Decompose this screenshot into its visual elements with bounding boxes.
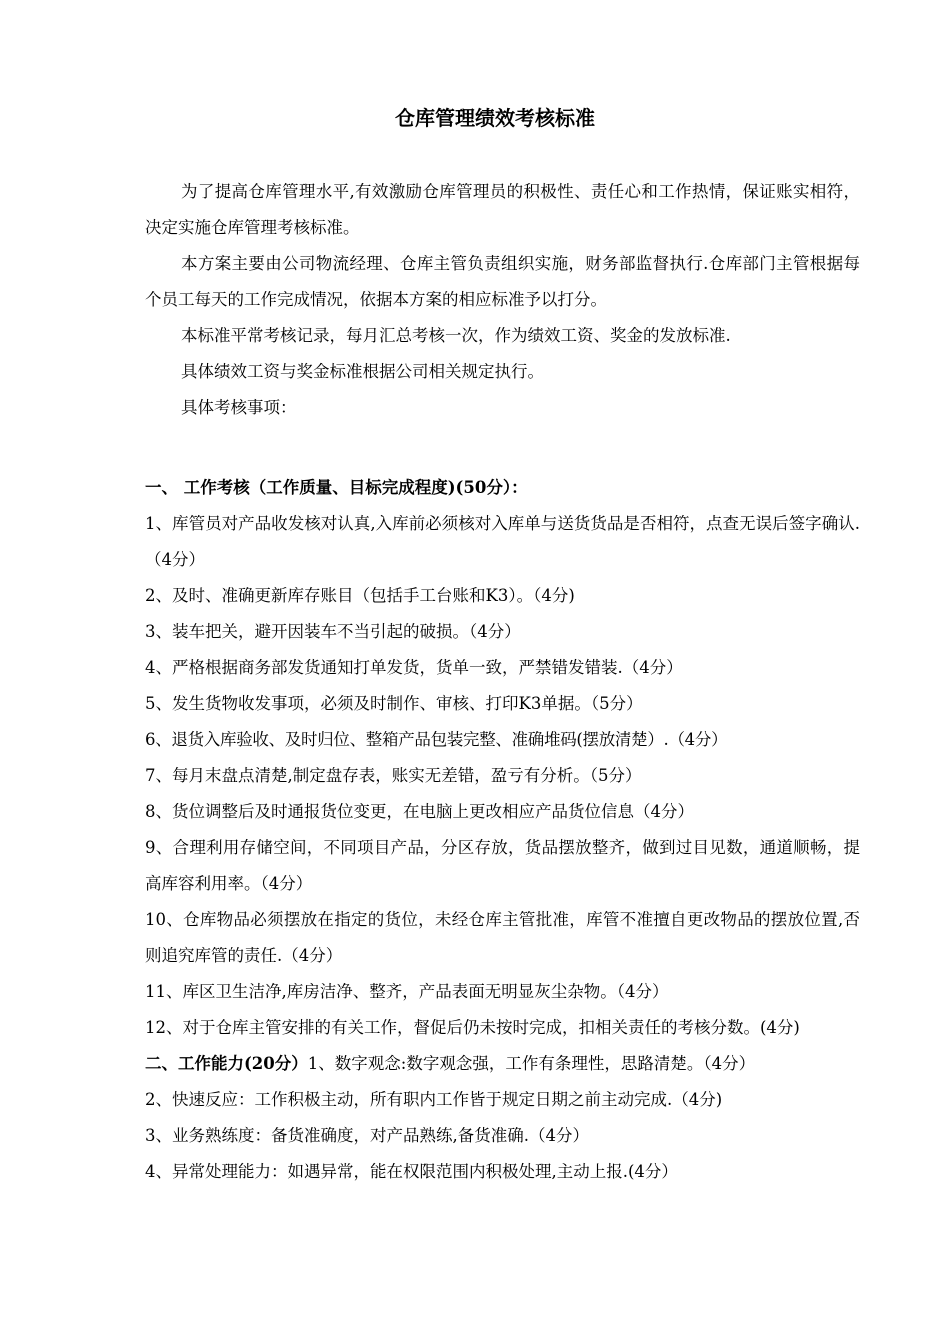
list-item: 9、合理利用存储空间，不同项目产品，分区存放，货品摆放整齐，做到过目见数，通道顺畅，提高库容利用率。（4分）: [145, 838, 860, 893]
intro-paragraph: 本方案主要由公司物流经理、仓库主管负责组织实施，财务部监督执行.仓库部门主管根据每个员工每天的工作完成情况，依据本方案的相应标准予以打分。: [145, 254, 860, 309]
intro-paragraph: 具体考核事项：: [181, 398, 297, 417]
list-item: 2、及时、准确更新库存账目（包括手工台账和K3）。（4分): [145, 586, 575, 605]
section-gap: [145, 426, 860, 470]
section-heading-work-assessment: 一、 工作考核（工作质量、目标完成程度)(50分）：: [145, 478, 528, 497]
list-item: 2、快速反应：工作积极主动，所有职内工作皆于规定日期之前主动完成.（4分): [145, 1090, 723, 1109]
list-item: 7、每月末盘点清楚,制定盘存表，账实无差错，盈亏有分析。（5分）: [145, 766, 642, 785]
list-item: 3、业务熟练度：备货准确度，对产品熟练,备货准确.（4分）: [145, 1126, 589, 1145]
list-item: 1、数字观念:数字观念强，工作有条理性，思路清楚。（4分）: [307, 1054, 756, 1073]
section-two-paragraph: [145, 1046, 860, 1082]
list-item: 6、退货入库验收、及时归位、整箱产品包装完整、准确堆码(摆放清楚）.（4分）: [145, 730, 728, 749]
list-item: 5、发生货物收发事项，必须及时制作、审核、打印K3单据。（5分）: [145, 694, 643, 713]
intro-paragraph: 本标准平常考核记录，每月汇总考核一次，作为绩效工资、奖金的发放标准.: [181, 326, 731, 345]
intro-paragraph: 为了提高仓库管理水平,有效激励仓库管理员的积极性、责任心和工作热情，保证账实相符，决定实施仓库管理考核标准。: [145, 182, 860, 237]
list-item: 3、装车把关，避开因装车不当引起的破损。（4分）: [145, 622, 521, 641]
list-item: 1、库管员对产品收发核对认真,入库前必须核对入库单与送货货品是否相符，点查无误后签字确认.（4分）: [145, 514, 860, 569]
section-heading-work-ability: 二、工作能力(20分）: [145, 1054, 308, 1073]
list-item: 10、仓库物品必须摆放在指定的货位，未经仓库主管批准，库管不准擅自更改物品的摆放位置,否则追究库管的责任.（4分）: [145, 910, 860, 965]
intro-paragraph: 具体绩效工资与奖金标准根据公司相关规定执行。: [181, 362, 544, 381]
list-item: 8、货位调整后及时通报货位变更，在电脑上更改相应产品货位信息（4分）: [145, 802, 694, 821]
document-body: [145, 174, 860, 1190]
list-item: 4、异常处理能力：如遇异常，能在权限范围内积极处理,主动上报.(4分）: [145, 1162, 678, 1181]
list-item: 12、对于仓库主管安排的有关工作，督促后仍未按时完成，扣相关责任的考核分数。(4分): [145, 1018, 800, 1037]
list-item: 4、严格根据商务部发货通知打单发货，货单一致，严禁错发错装.（4分）: [145, 658, 683, 677]
list-item: 11、库区卫生洁净,库房洁净、整齐，产品表面无明显灰尘杂物。（4分）: [145, 982, 669, 1001]
document-title: 仓库管理绩效考核标准: [395, 106, 595, 130]
